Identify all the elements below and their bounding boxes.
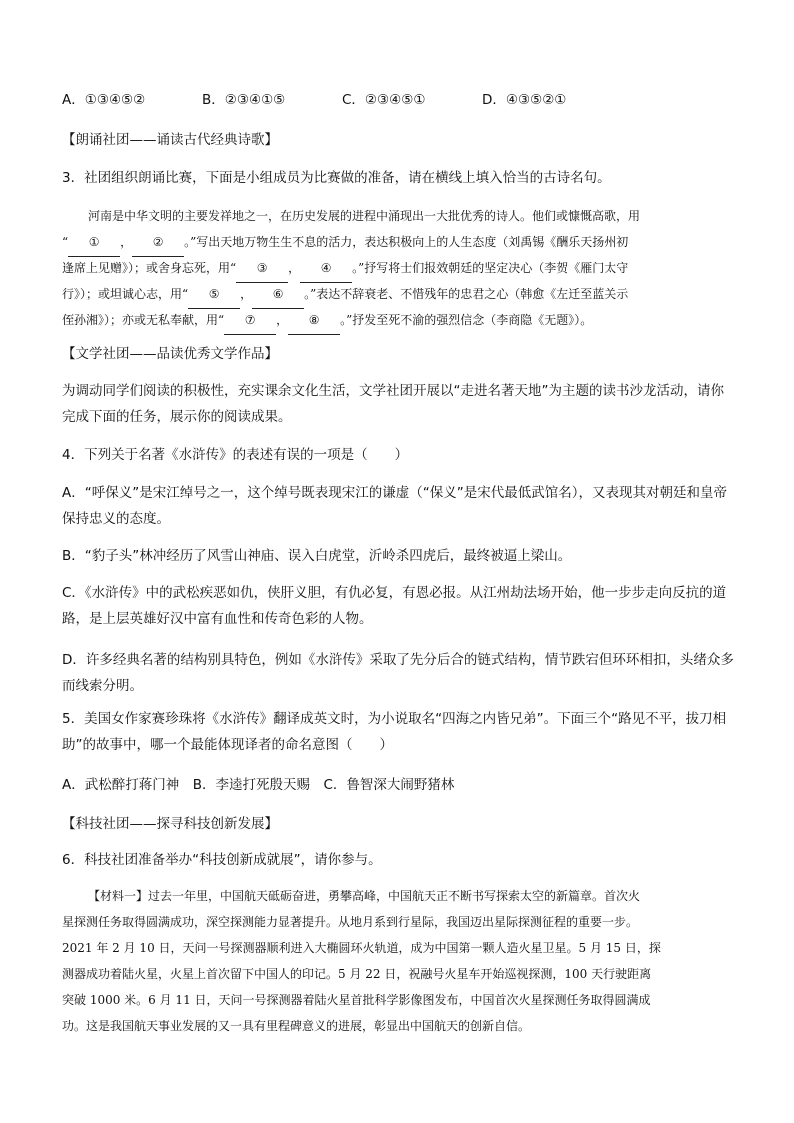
material-line-4: 测器成功着陆火星，火星上首次留下中国人的印记。5 月 22 日，祝融号火星车开始巡视探测，100 天行驶距离 bbox=[62, 967, 652, 981]
q2-option-a[interactable]: A．①③④⑤② bbox=[62, 92, 146, 108]
q3-passage-line-3: 逢席上见赠》）；或舍身忘死，用“ ③ ， ④ 。”抒写将士们报效朝廷的坚定决心（李贺《雁门太守 bbox=[62, 256, 734, 283]
material-line-6: 功。这是我国航天事业发展的又一具有里程碑意义的进展，彰显出中国航天的创新自信。 bbox=[62, 1019, 531, 1033]
q4-option-a[interactable]: A．“呼保义”是宋江绰号之一，这个绰号既表现宋江的谦虚（“保义”是宋代最低武馆名），又表现其对朝廷和皇帝保持忠义的态度。 bbox=[62, 485, 727, 527]
q4-stem: 4．下列关于名著《水浒传》的表述有误的一项是（ ） bbox=[62, 447, 409, 463]
material-line-1: 【材料一】过去一年里，中国航天砥砺奋进，勇攀高峰，中国航天正不断书写探索太空的新篇章。首次火 bbox=[88, 889, 641, 903]
blank-3[interactable]: ③ bbox=[236, 256, 288, 283]
material-line-5: 突破 1000 米。6 月 11 日，天问一号探测器着陆火星首批科学影像图发布，中国首次火星探测任务取得圆满成 bbox=[62, 993, 651, 1007]
blank-7[interactable]: ⑦ bbox=[224, 308, 276, 335]
q3-passage-line-5: 侄孙湘》）；亦或无私奉献，用“ ⑦ ， ⑧ 。”抒发至死不渝的强烈信念（李商隐《无题》）。 bbox=[62, 308, 734, 335]
q3-passage-line-2: “ ① ， ② 。”写出天地万物生生不息的活力，表达积极向上的人生态度（刘禹锡《酬乐天扬州初 bbox=[62, 230, 734, 257]
blank-5[interactable]: ⑤ bbox=[188, 282, 240, 309]
q4-option-c[interactable]: C．《水浒传》中的武松疾恶如仇，侠肝义胆，有仇必复，有恩必报。从江州劫法场开始，他一步步走向反抗的道路，是上层英雄好汉中富有血性和传奇色彩的人物。 bbox=[62, 585, 727, 627]
q3-stem: 3．社团组织朗诵比赛，下面是小组成员为比赛做的准备，请在横线上填入恰当的古诗名句。 bbox=[62, 170, 611, 186]
blank-4[interactable]: ④ bbox=[300, 256, 352, 283]
q4-option-d[interactable]: D．许多经典名著的结构别具特色，例如《水浒传》采取了先分后合的链式结构，情节跌宕但环环相扣，头绪众多而线索分明。 bbox=[62, 652, 734, 694]
q3-passage-line-1: 河南是中华文明的主要发祥地之一，在历史发展的进程中涌现出一大批优秀的诗人。他们或慷慨高歌，用 bbox=[88, 209, 641, 223]
q3-passage-line-4: 行》）；或坦诚心志，用“ ⑤ ， ⑥ 。”表达不辞衰老、不惜残年的忠君之心（韩愈《左迁至蓝关示 bbox=[62, 282, 734, 309]
section-header-recitation: 【朗诵社团——诵读古代经典诗歌】 bbox=[62, 132, 278, 148]
blank-6[interactable]: ⑥ bbox=[252, 282, 304, 309]
q6-stem: 6．科技社团准备举办“科技创新成就展”，请你参与。 bbox=[62, 852, 382, 868]
q2-option-d[interactable]: D．④③⑤②① bbox=[482, 92, 567, 108]
literature-intro: 为调动同学们阅读的积极性，充实课余文化生活，文学社团开展以“走进名著天地”为主题的读书沙龙活动，请你完成下面的任务，展示你的阅读成果。 bbox=[62, 383, 724, 425]
section-header-literature: 【文学社团——品读优秀文学作品】 bbox=[62, 346, 278, 362]
material-label: 【材料一】 bbox=[88, 889, 149, 903]
q2-options bbox=[62, 90, 734, 110]
q2-option-c[interactable]: C．②③④⑤① bbox=[342, 92, 426, 108]
blank-1[interactable]: ① bbox=[68, 230, 120, 257]
section-header-technology: 【科技社团——探寻科技创新发展】 bbox=[62, 816, 278, 832]
material-line-3: 2021 年 2 月 10 日，天问一号探测器顺利进入大椭圆环火轨道，成为中国第一颗人造火星卫星。5 月 15 日，探 bbox=[62, 941, 661, 955]
blank-2[interactable]: ② bbox=[132, 230, 184, 257]
q5-stem: 5．美国女作家赛珍珠将《水浒传》翻译成英文时，为小说取名“四海之内皆兄弟”。下面三个“路见不平，拔刀相助”的故事中，哪一个最能体现译者的命名意图（ ） bbox=[62, 711, 727, 753]
blank-8[interactable]: ⑧ bbox=[288, 308, 340, 335]
q4-option-b[interactable]: B．“豹子头”林冲经历了风雪山神庙、误入白虎堂，沂岭杀四虎后，最终被逼上梁山。 bbox=[62, 548, 572, 564]
q5-options[interactable]: A．武松醉打蒋门神 B．李逵打死殷天赐 C．鲁智深大闹野猪林 bbox=[62, 777, 455, 793]
q2-option-b[interactable]: B．②③④①⑤ bbox=[202, 92, 286, 108]
material-line-2: 星探测任务取得圆满成功，深空探测能力显著提升。从地月系到行星际，我国迈出星际探测征程的重要一步。 bbox=[62, 915, 639, 929]
